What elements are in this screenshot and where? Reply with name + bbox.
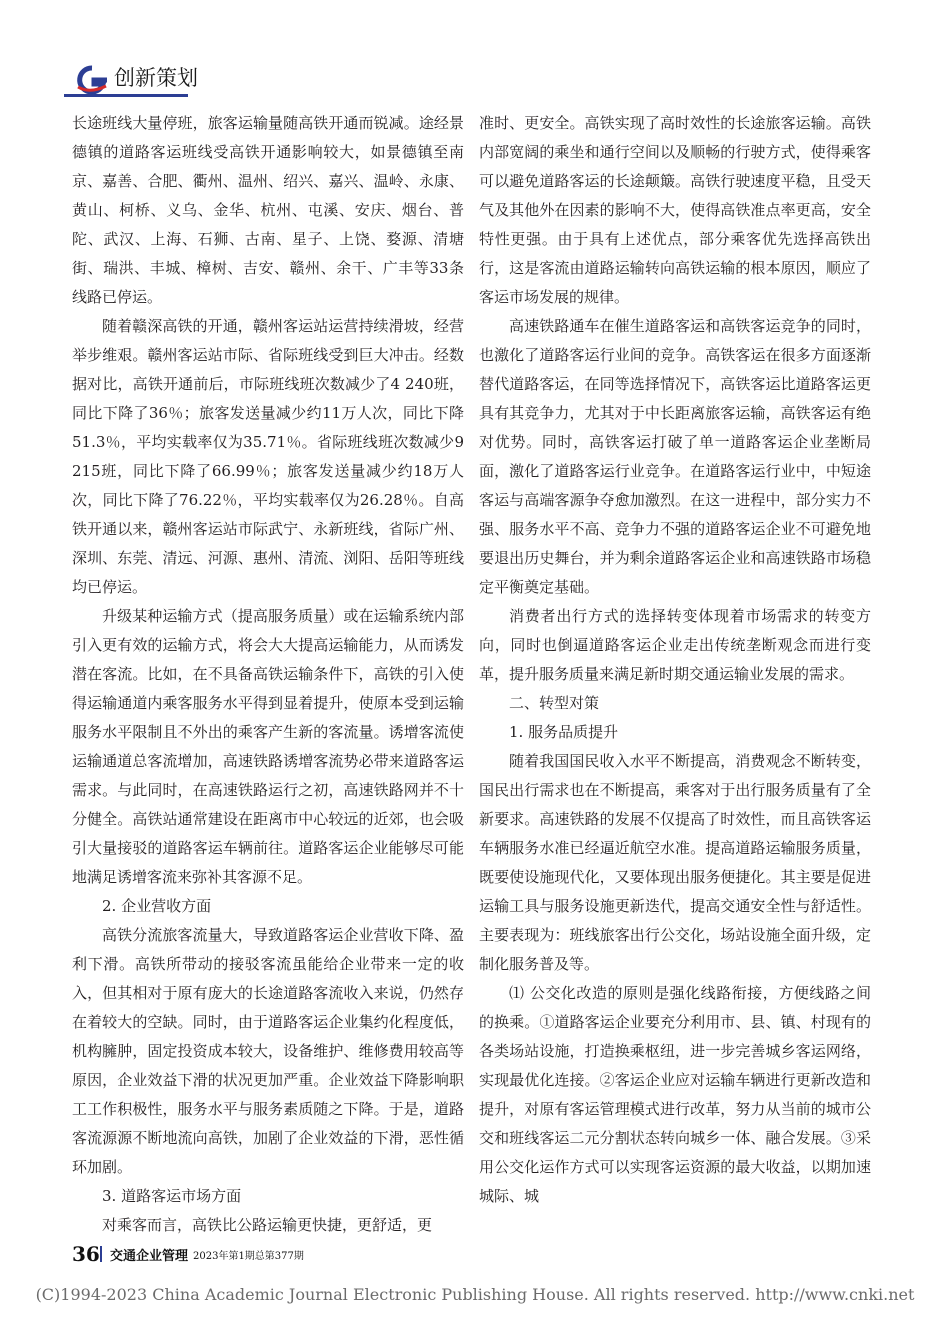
paragraph: 3. 道路客运市场方面 <box>102 1187 242 1205</box>
section-title: 创新策划 <box>114 66 198 90</box>
page-number: 36 <box>72 1242 100 1266</box>
paragraph: 随着赣深高铁的开通，赣州客运站运营持续滑坡，经营举步维艰。赣州客运站市际、省际班线受到巨大冲击。经数据对比，高铁开通前后，市际班线班次数减少了4 240班，同比下降了36％；旅客发送量减少约11万人次，同比下降51.3％，平均实载率仅为35.71％。省际班线班次数减少9 215班，同比下降了66.99％；旅客发送量减少约18万人次，同比下降了76.22％，平均实载率仅为26.28％。自高铁开通以来，赣州客运站市际武宁、永新班线，省际广州、深圳、东莞、清远、河源、惠州、清流、浏阳、岳阳等班线均已停运。 <box>72 317 464 596</box>
journal-name: 交通企业管理 <box>110 1249 189 1264</box>
running-header <box>64 64 198 102</box>
paragraph: 1. 服务品质提升 <box>509 723 619 741</box>
left-column <box>72 109 464 1240</box>
paragraph: 准时、更安全。高铁实现了高时效性的长途旅客运输。高铁内部宽阔的乘坐和通行空间以及顺畅的行驶方式，使得乘客可以避免道路客运的长途颠簸。高铁行驶速度平稳，且受天气及其他外在因素的影响不大，使得高铁准点率更高，安全特性更强。由于具有上述优点，部分乘客优先选择高铁出行，这是客流由道路运输转向高铁运输的根本原因，顺应了客运市场发展的规律。 <box>479 114 871 306</box>
journal-logo-icon <box>70 64 114 96</box>
paragraph: 升级某种运输方式（提高服务质量）或在运输系统内部引入更有效的运输方式，将会大大提高运输能力，从而诱发潜在客流。比如，在不具备高铁运输条件下，高铁的引入使得运输通道内乘客服务水平得到显着提升，使原本受到运输服务水平限制且不外出的乘客产生新的客流量。诱增客流使运输通道总客流增加，高速铁路诱增客流势必带来道路客运需求。与此同时，在高速铁路运行之初，高速铁路网并不十分健全。高铁站通常建设在距离市中心较远的近郊，也会吸引大量接驳的道路客运车辆前往。道路客运企业能够尽可能地满足诱增客流来弥补其客源不足。 <box>72 607 464 886</box>
page-footer <box>72 1238 452 1268</box>
header-rule <box>64 94 188 97</box>
paragraph: 消费者出行方式的选择转变体现着市场需求的转变方向，同时也倒逼道路客运企业走出传统垄断观念而进行变革，提升服务质量来满足新时期交通运输业发展的需求。 <box>479 607 871 683</box>
paragraph: 随着我国国民收入水平不断提高，消费观念不断转变，国民出行需求也在不断提高，乘客对于出行服务质量有了全新要求。高速铁路的发展不仅提高了时效性，而且高铁客运车辆服务水准已经逼近航空水准。提高道路运输服务质量，既要使设施现代化，又要体现出服务便捷化。其主要是促进运输工具与服务设施更新迭代，提高交通安全性与舒适性。主要表现为：班线旅客出行公交化，场站设施全面升级，定制化服务普及等。 <box>479 752 871 973</box>
issue-info: 2023年第1期总第377期 <box>193 1251 304 1262</box>
paragraph: 长途班线大量停班，旅客运输量随高铁开通而锐减。途经景德镇的道路客运班线受高铁开通影响较大，如景德镇至南京、嘉善、合肥、衢州、温州、绍兴、嘉兴、温岭、永康、黄山、柯桥、义乌、金华、杭州、屯溪、安庆、烟台、普陀、武汉、上海、石狮、古南、星子、上饶、婺源、清塘街、瑞洪、丰城、樟树、吉安、赣州、余干、广丰等33条线路已停运。 <box>72 114 464 306</box>
footer-divider <box>100 1246 102 1262</box>
copyright-notice: (C)1994-2023 China Academic Journal Electronic Publishing House. All rights reserved. http://www.cnki.net <box>35 1285 915 1304</box>
paragraph: 二、转型对策 <box>509 694 600 712</box>
right-column <box>479 109 871 1211</box>
paragraph: 对乘客而言，高铁比公路运输更快捷，更舒适，更 <box>102 1216 433 1234</box>
paragraph: 2. 企业营收方面 <box>102 897 212 915</box>
paragraph: 高速铁路通车在催生道路客运和高铁客运竞争的同时，也激化了道路客运行业间的竞争。高铁客运在很多方面逐渐替代道路客运，在同等选择情况下，高铁客运比道路客运更具有其竞争力，尤其对于中长距离旅客运输，高铁客运有绝对优势。同时，高铁客运打破了单一道路客运企业垄断局面，激化了道路客运行业竞争。在道路客运行业中，中短途客运与高端客源争夺愈加激烈。在这一进程中，部分实力不强、服务水平不高、竞争力不强的道路客运企业不可避免地要退出历史舞台，并为剩余道路客运企业和高速铁路市场稳定平衡奠定基础。 <box>479 317 871 596</box>
paragraph: 高铁分流旅客流量大，导致道路客运企业营收下降、盈利下滑。高铁所带动的接驳客流虽能给企业带来一定的收入，但其相对于原有庞大的长途道路客流收入来说，仍然存在着较大的空缺。同时，由于道路客运企业集约化程度低，机构臃肿，固定投资成本较大，设备维护、维修费用较高等原因，企业效益下滑的状况更加严重。企业效益下降影响职工工作积极性，服务水平与服务素质随之下降。于是，道路客流源源不断地流向高铁，加剧了企业效益的下滑，恶性循环加剧。 <box>72 926 464 1176</box>
paragraph: ⑴ 公交化改造的原则是强化线路衔接，方便线路之间的换乘。①道路客运企业要充分利用市、县、镇、村现有的各类场站设施，打造换乘枢纽，进一步完善城乡客运网络，实现最优化连接。②客运企业应对运输车辆进行更新改造和提升，对原有客运管理模式进行改革，努力从当前的城市公交和班线客运二元分割状态转向城乡一体、融合发展。③采用公交化运作方式可以实现客运资源的最大收益，以期加速城际、城 <box>479 984 871 1205</box>
